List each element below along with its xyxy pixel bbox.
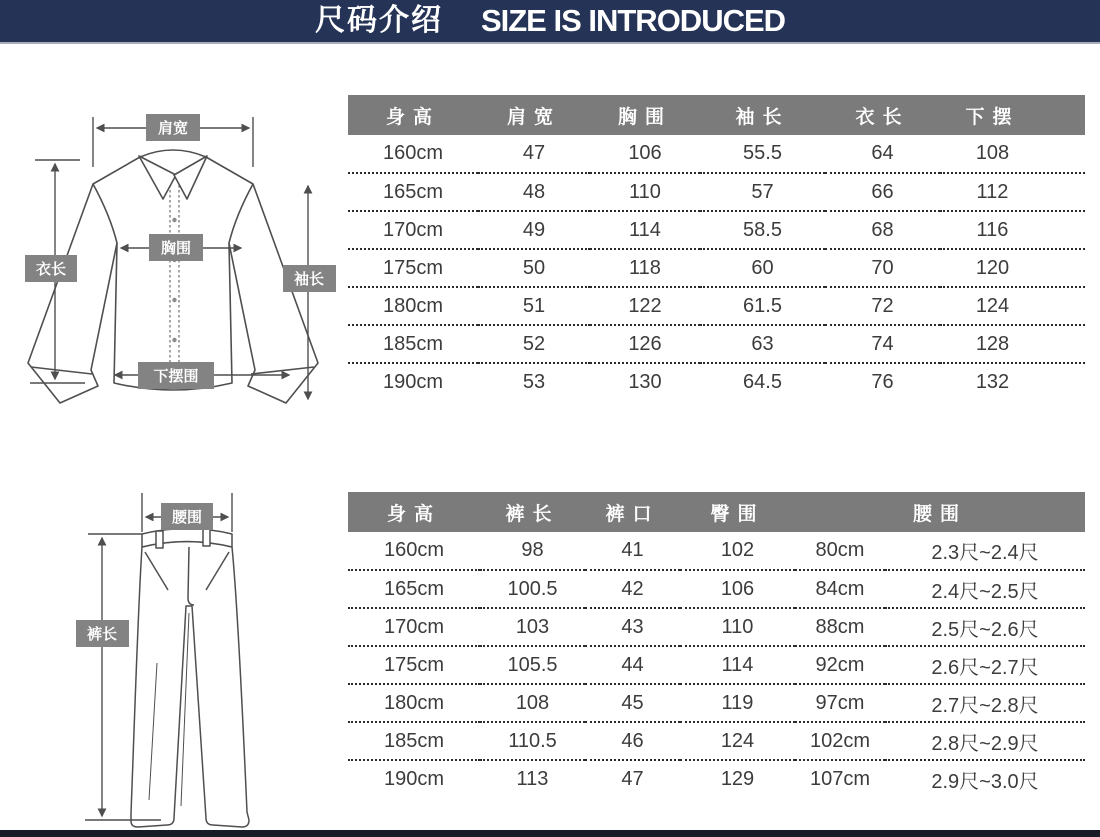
table-cell: 180cm	[348, 287, 478, 325]
table-row	[348, 684, 1085, 722]
table-row	[348, 173, 1085, 211]
table-row	[348, 646, 1085, 684]
table-cell: 114	[590, 211, 700, 249]
table-cell: 175cm	[348, 646, 480, 684]
table-cell: 110	[590, 173, 700, 211]
table-cell: 170cm	[348, 211, 478, 249]
table-cell: 108	[480, 684, 585, 722]
table-cell: 80cm	[795, 532, 885, 570]
column-header: 肩宽	[478, 95, 590, 135]
table-cell: 108	[940, 135, 1085, 173]
table-cell: 64.5	[743, 371, 782, 393]
table-cell: 53	[522, 371, 546, 393]
table-row	[348, 325, 1085, 363]
table-cell: 114	[680, 646, 795, 684]
hem-label: 下摆围	[153, 368, 199, 385]
sleeve-length-label: 袖长	[293, 271, 325, 288]
column-header: 衣长	[825, 95, 940, 135]
table-row	[348, 532, 1085, 570]
table-cell: 175cm	[348, 249, 478, 287]
table-cell: 190cm	[383, 768, 445, 790]
table-cell: 128	[940, 325, 1085, 363]
table-cell: 112	[940, 173, 1085, 211]
table-cell: 88cm	[795, 608, 885, 646]
table-cell: 190cm	[382, 371, 444, 393]
garment-length-label: 衣长	[35, 261, 67, 278]
table-cell: 102cm	[795, 722, 885, 760]
table-cell: 63	[700, 325, 825, 363]
table-cell: 120	[940, 249, 1085, 287]
column-header: 身高	[348, 492, 480, 532]
table-cell: 124	[940, 287, 1085, 325]
table-cell: 116	[940, 211, 1085, 249]
shirt-diagram	[0, 55, 345, 425]
pants-outline-icon	[131, 529, 249, 828]
table-cell: 122	[590, 287, 700, 325]
column-header: 臀围	[680, 492, 795, 532]
title-english: SIZE IS INTRODUCED	[480, 3, 786, 38]
table-cell: 2.3尺~2.4尺	[885, 532, 1085, 570]
table-cell: 64	[825, 135, 940, 173]
table-cell: 180cm	[348, 684, 480, 722]
shirt-table-body	[348, 135, 1085, 401]
table-cell: 72	[825, 287, 940, 325]
table-cell: 165cm	[348, 173, 478, 211]
table-cell: 2.4尺~2.5尺	[885, 570, 1085, 608]
title-banner	[0, 0, 1100, 44]
table-cell: 102	[680, 532, 795, 570]
table-cell: 76	[871, 371, 894, 393]
column-header: 身高	[348, 95, 478, 135]
shirt-size-table	[348, 95, 1085, 401]
table-cell: 126	[590, 325, 700, 363]
waist-label: 腰围	[171, 509, 203, 526]
table-cell: 46	[585, 722, 680, 760]
pants-table-header-row	[348, 492, 1085, 532]
table-cell: 41	[585, 532, 680, 570]
table-cell: 97cm	[795, 684, 885, 722]
table-cell: 110.5	[480, 722, 585, 760]
table-cell: 92cm	[795, 646, 885, 684]
table-row	[348, 608, 1085, 646]
pants-table-body	[348, 532, 1085, 798]
column-header: 下摆	[940, 95, 1085, 135]
shirt-drawing	[0, 55, 345, 425]
pants-size-table	[348, 492, 1085, 798]
table-row	[348, 249, 1085, 287]
bottom-section-edge	[0, 830, 1100, 837]
table-cell: 84cm	[795, 570, 885, 608]
table-cell: 160cm	[348, 135, 478, 173]
table-cell: 68	[825, 211, 940, 249]
table-cell: 103	[480, 608, 585, 646]
table-cell: 2.6尺~2.7尺	[885, 646, 1085, 684]
chest-label: 胸围	[160, 240, 192, 257]
table-row	[348, 287, 1085, 325]
table-cell: 57	[700, 173, 825, 211]
table-cell: 100.5	[480, 570, 585, 608]
table-cell: 74	[825, 325, 940, 363]
table-cell: 132	[975, 371, 1010, 393]
table-cell: 106	[590, 135, 700, 173]
table-cell: 110	[680, 608, 795, 646]
shoulder-width-label: 肩宽	[157, 120, 189, 137]
table-cell: 2.5尺~2.6尺	[885, 608, 1085, 646]
table-cell: 48	[478, 173, 590, 211]
table-cell: 185cm	[348, 722, 480, 760]
column-header: 裤口	[585, 492, 680, 532]
table-cell: 60	[700, 249, 825, 287]
table-row	[348, 722, 1085, 760]
column-header: 裤长	[480, 492, 585, 532]
table-cell: 2.8尺~2.9尺	[885, 722, 1085, 760]
table-cell: 58.5	[700, 211, 825, 249]
table-cell: 70	[825, 249, 940, 287]
table-cell: 45	[585, 684, 680, 722]
table-row	[348, 363, 1085, 401]
table-row	[348, 135, 1085, 173]
table-cell: 2.7尺~2.8尺	[885, 684, 1085, 722]
pants-diagram	[55, 488, 350, 835]
table-cell: 51	[478, 287, 590, 325]
table-cell: 47	[478, 135, 590, 173]
table-row	[348, 570, 1085, 608]
table-cell: 44	[585, 646, 680, 684]
table-row	[348, 760, 1085, 798]
table-cell: 185cm	[348, 325, 478, 363]
table-cell: 165cm	[348, 570, 480, 608]
column-header: 袖长	[700, 95, 825, 135]
table-cell: 105.5	[480, 646, 585, 684]
table-cell: 66	[825, 173, 940, 211]
table-cell: 107cm	[809, 768, 871, 790]
table-cell: 113	[516, 768, 549, 790]
table-cell: 61.5	[700, 287, 825, 325]
table-cell: 106	[680, 570, 795, 608]
table-cell: 130	[628, 371, 662, 393]
pants-length-label: 裤长	[86, 626, 118, 643]
pants-drawing	[55, 488, 350, 835]
shirt-table-header-row	[348, 95, 1085, 135]
table-cell: 119	[680, 684, 795, 722]
table-cell: 42	[585, 570, 680, 608]
table-cell: 118	[590, 249, 700, 287]
title-chinese: 尺码介绍	[314, 4, 443, 37]
table-cell: 2.9尺~3.0尺	[931, 771, 1039, 793]
table-row	[348, 211, 1085, 249]
table-cell: 98	[480, 532, 585, 570]
table-cell: 52	[478, 325, 590, 363]
table-cell: 170cm	[348, 608, 480, 646]
column-header: 胸围	[590, 95, 700, 135]
table-cell: 43	[585, 608, 680, 646]
table-cell: 160cm	[348, 532, 480, 570]
table-cell: 124	[680, 722, 795, 760]
table-cell: 49	[478, 211, 590, 249]
column-header: 腰围	[795, 492, 1085, 532]
table-cell: 47	[621, 768, 644, 790]
table-cell: 129	[720, 768, 755, 790]
table-cell: 50	[478, 249, 590, 287]
table-cell: 55.5	[700, 135, 825, 173]
